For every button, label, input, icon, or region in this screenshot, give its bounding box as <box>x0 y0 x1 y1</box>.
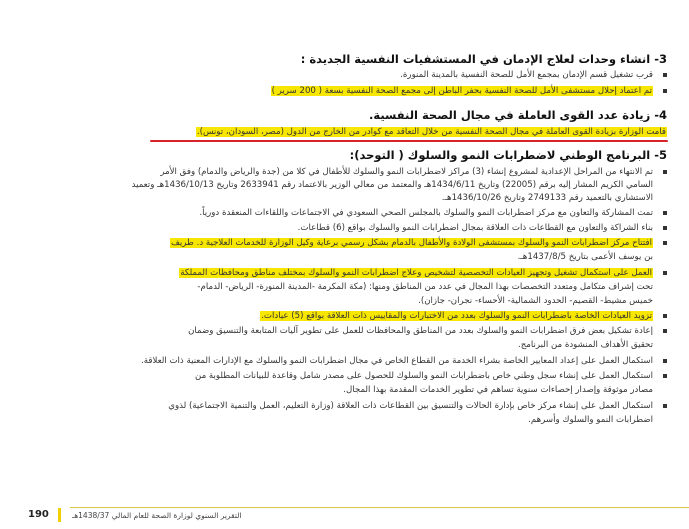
bullet-icon <box>663 89 667 93</box>
list-item-continuation: اضطرابات النمو والسلوك وأسرهم. <box>528 415 653 425</box>
bullet-icon <box>663 404 667 408</box>
footer-accent-bar <box>58 508 61 522</box>
bullet-icon <box>663 226 667 230</box>
bullet-icon <box>663 359 667 363</box>
bullet-icon <box>663 73 667 77</box>
list-item: استكمال العمل على إعداد المعايير الخاصة بشراء الخدمة من القطاع الخاص في مجال اضطرابات النمو والسلوك مع الإدارات المعنية ذات العلاقة. <box>141 356 667 367</box>
bullet-icon <box>663 241 667 245</box>
section-5-title: 5- البرنامج الوطني لاضطرابات النمو والسلوك ( التوحد): <box>349 148 667 162</box>
bullet-icon <box>663 329 667 333</box>
list-item: تزويد العيادات الخاصة باضطرابات النمو والسلوك بعدد من الاختبارات والمقاييس ذات العلاقة بواقع (5) عيادات. <box>260 311 667 322</box>
page-footer <box>0 501 689 529</box>
list-item-continuation: خميس مشيط- القصيم- الحدود الشمالية- الأحساء- نجران- جازان). <box>418 296 653 306</box>
bullet-icon <box>663 374 667 378</box>
list-item-continuation: تحقيق الأهداف المنشودة من البرنامج. <box>518 340 653 350</box>
list-item: قامت الوزارة بزيادة القوى العاملة في مجال الصحة النفسية من خلال التعاقد مع كوادر من الخارج من الدول (مصر، السودان، تونس). <box>196 127 666 137</box>
footer-report-title: التقرير السنوي لوزارة الصحة للعام المالي 1438/37هـ <box>72 511 242 520</box>
list-item: استكمال العمل على إنشاء سجل وطني خاص باضطرابات النمو والسلوك للحصول على مصدر شامل وقاعدة للبيانات المطلوبة من <box>195 371 667 382</box>
section-4-title: 4- زيادة عدد القوى العاملة في مجال الصحة النفسية. <box>368 108 667 122</box>
list-item: إعادة تشكيل بعض فرق اضطرابات النمو والسلوك بعدد من المناطق والمحافظات للعمل على تطوير آليات المتابعة والتنسيق وضمان <box>188 326 667 337</box>
footer-divider <box>70 507 689 508</box>
list-item: افتتاح مركز اضطرابات النمو والسلوك بمستشفى الولادة والأطفال بالدمام بشكل رسمي برعاية وكيل الوزارة للخدمات العلاجية د. طريف <box>170 238 667 249</box>
list-item: استكمال العمل على إنشاء مركز خاص بإدارة الحالات والتنسيق بين القطاعات ذات العلاقة (وزارة التعليم، العمل والتنمية الاجتماعية) لذوي <box>168 401 667 412</box>
list-item: بناء الشراكة والتعاون مع القطاعات ذات العلاقة بمجال اضطرابات النمو والسلوك بواقع (6) قطاعات. <box>298 223 667 234</box>
list-item: تم اعتماد إحلال مستشفى الأمل للصحة النفسية بحفر الباطن إلى مجمع الصحة النفسية بسعة ( 200 سرير ) <box>271 86 667 97</box>
list-item: العمل على استكمال تشغيل وتجهيز العيادات التخصصية لتشخيص وعلاج اضطرابات النمو والسلوك بمختلف مناطق ومحافظات المملكة <box>179 268 667 279</box>
list-item-continuation: السامي الكريم المشار إليه برقم (22005) وتاريخ 1434/6/11هـ والمعتمد من معالي الوزير بالاعتماد رقم 2633941 وتاريخ 1436/10/13هـ وتعميد <box>131 180 653 190</box>
page-number: 190 <box>28 509 49 520</box>
list-item: تمت المشاركة والتعاون مع مركز اضطرابات النمو والسلوك بالمجلس الصحي السعودي في الاجتماعات واللقاءات المنعقدة دورياً. <box>199 208 667 219</box>
bullet-icon <box>663 314 667 318</box>
list-item: تم الانتهاء من المراحل الإعدادية لمشروع إنشاء (3) مراكز لاضطرابات النمو والسلوك للأطفال في كلا من (جدة والرياض والدمام) وفق الأمر <box>160 167 667 178</box>
list-item-continuation: تحت إشراف متكامل ومتعدد التخصصات بهذا المجال في عدد من المناطق ومنها: (مكة المكرمة -المدينة المنورة- الرياض- الدمام- <box>197 282 653 292</box>
red-underline-annotation <box>150 140 668 142</box>
section-3-title: 3- انشاء وحدات لعلاج الإدمان في المستشفيات النفسية الجديدة : <box>300 52 667 66</box>
bullet-icon <box>663 170 667 174</box>
list-item-continuation: الاستشاري بالتعميد رقم 2749133 وتاريخ 1436/10/26هـ. <box>441 193 653 203</box>
list-item-continuation: بن يوسف الأعمى بتاريخ 1437/8/5هـ. <box>517 252 653 262</box>
list-item: قرب تشغيل قسم الإدمان بمجمع الأمل للصحة النفسية بالمدينة المنورة. <box>400 70 667 81</box>
bullet-icon <box>663 211 667 215</box>
list-item-continuation: مصادر موثوقة وإصدار إحصاءات سنوية تساهم في تطوير الخدمات المقدمة بهذا المجال. <box>343 385 653 395</box>
bullet-icon <box>663 271 667 275</box>
